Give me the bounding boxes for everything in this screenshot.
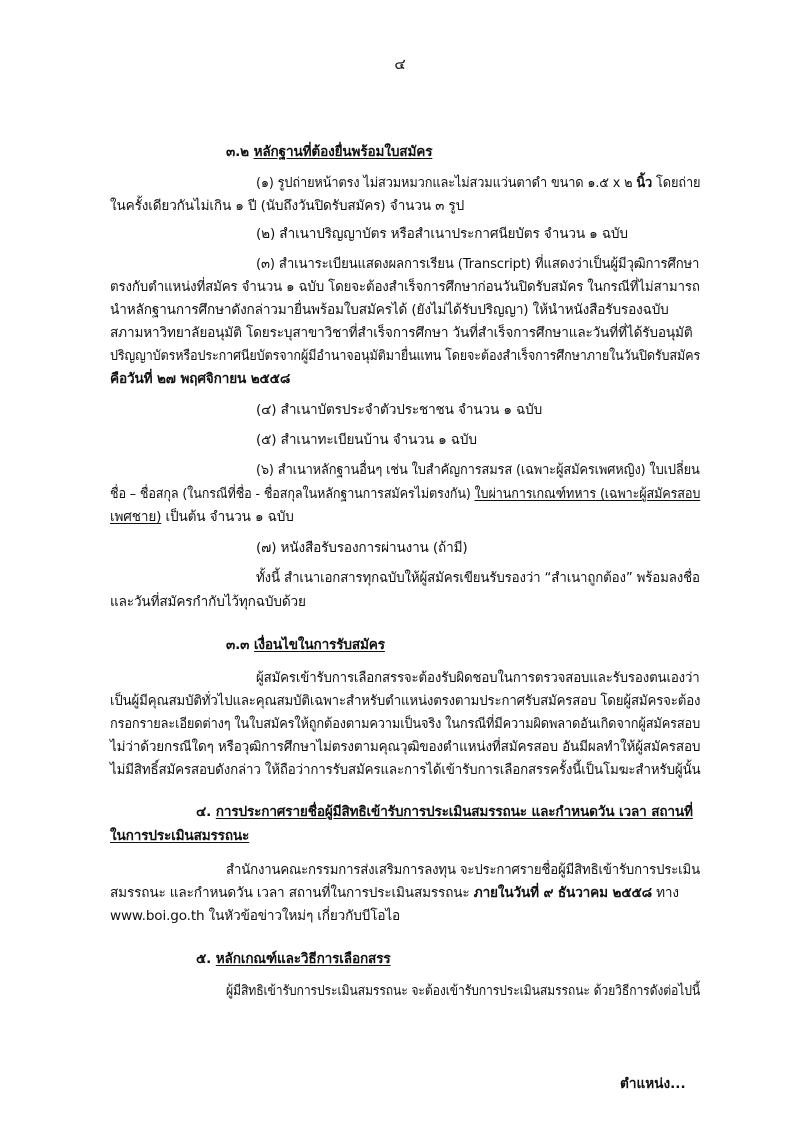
- continuation-marker: ตำแหน่ง...: [620, 1076, 686, 1092]
- item-6-text-a: ชื่อ – ชื่อสกุล (ในกรณีที่ชื่อ - ชื่อสกุลในหลักฐานการสมัครไม่ตรงกัน): [110, 486, 475, 502]
- sec4-line-2: [110, 883, 679, 903]
- item-6-underlined-b: เพศชาย): [110, 509, 162, 525]
- sec4-line-1: สำนักงานคณะกรรมการส่งเสริมการลงทุน จะประกาศรายชื่อผู้มีสิทธิเข้ารับการประเมิน: [226, 862, 700, 878]
- sec4-line-3: www.boi.go.th ในหัวข้อข่าวใหม่ๆ เกี่ยวกับบีโอไอ: [110, 908, 401, 924]
- sec33-line-3: กรอกรายละเอียดต่างๆ ในใบสมัครให้ถูกต้องตามความเป็นจริง ในกรณีที่มีความผิดพลาดอันเกิดจากผู้สมัครสอบ: [110, 716, 701, 732]
- item-3-line-2: ตรงกับตำแหน่งที่สมัคร จำนวน ๑ ฉบับ โดยจะต้องสำเร็จการศึกษาก่อนวันปิดรับสมัคร ในกรณีที่ไม่สามารถ: [110, 279, 700, 295]
- item-3-line-6: คือวันที่ ๒๗ พฤศจิกายน ๒๕๕๘: [110, 371, 291, 387]
- sec33-line-5: ไม่มีสิทธิ์สมัครสอบดังกล่าว ให้ถือว่าการรับสมัครและการได้เข้ารับการเลือกสรรครั้งนี้เป็นโมฆะสำหรับผู้นั้น: [110, 762, 701, 778]
- item-1-text-a: (๑) รูปถ่ายหน้าตรง ไม่สวมหมวกและไม่สวมแว่นตาดำ ขนาด ๑.๕ x ๒: [256, 175, 637, 191]
- sec33-line-1: ผู้สมัครเข้ารับการเลือกสรรจะต้องรับผิดชอบในการตรวจสอบและรับรองตนเองว่า: [256, 670, 700, 686]
- section-4-title-line-2: ในการประเมินสมรรถนะ: [110, 828, 250, 844]
- section-4-title-line-1: การประกาศรายชื่อผู้มีสิทธิเข้ารับการประเมินสมรรถนะ และกำหนดวัน เวลา สถานที่: [215, 804, 693, 820]
- item-3-line-3: นำหลักฐานการศึกษาดังกล่าวมายื่นพร้อมใบสมัครได้ (ยังไม่ได้รับปริญญา) ให้นำหนังสือรับรองฉบับ: [110, 302, 669, 318]
- sec4-text-b: ทาง: [651, 885, 679, 901]
- section-3-2-heading: [226, 142, 432, 162]
- item-7: (๗) หนังสือรับรองการผ่านงาน (ถ้ามี): [256, 540, 468, 556]
- note-line-2: และวันที่สมัครกำกับไว้ทุกฉบับด้วย: [110, 594, 306, 610]
- section-3-3-number: ๓.๓: [226, 637, 250, 653]
- item-6-line-1: (๖) สำเนาหลักฐานอื่นๆ เช่น ใบสำคัญการสมรส (เฉพาะผู้สมัครเพศหญิง) ใบเปลี่ยน: [256, 462, 700, 478]
- item-3-line-4: สภามหาวิทยาลัยอนุมัติ โดยระบุสาขาวิชาที่สำเร็จการศึกษา วันที่สำเร็จการศึกษาและวันที่ที่ได้รับอนุมัติ: [110, 325, 693, 341]
- sec4-date-bold: ภายในวันที่ ๙ ธันวาคม ๒๕๕๘: [473, 885, 652, 901]
- item-1-line-1: [256, 173, 700, 193]
- section-4-heading-line-1: [196, 802, 693, 822]
- sec33-line-2: เป็นผู้มีคุณสมบัติทั่วไปและคุณสมบัติเฉพาะสำหรับตำแหน่งตรงตามประกาศรับสมัครสอบ โดยผู้สมัครจะต้อง: [110, 693, 701, 709]
- item-5: (๕) สำเนาทะเบียนบ้าน จำนวน ๑ ฉบับ: [256, 432, 477, 448]
- item-2: (๒) สำเนาปริญญาบัตร หรือสำเนาประกาศนียบัตร จำนวน ๑ ฉบับ: [256, 226, 628, 242]
- item-1-bold: นิ้ว: [636, 175, 653, 191]
- note-line-1: ทั้งนี้ สำเนาเอกสารทุกฉบับให้ผู้สมัครเขียนรับรองว่า “สำเนาถูกต้อง” พร้อมลงชื่อ: [256, 570, 700, 586]
- section-5-heading: [196, 949, 391, 969]
- item-1-line-2: ในครั้งเดียวกันไม่เกิน ๑ ปี (นับถึงวันปิดรับสมัคร) จำนวน ๓ รูป: [110, 198, 465, 214]
- item-1-text-b: โดยถ่าย: [652, 175, 701, 191]
- sec5-line-1: ผู้มีสิทธิเข้ารับการประเมินสมรรถนะ จะต้องเข้ารับการประเมินสมรรถนะ ด้วยวิธีการดังต่อไปนี้: [226, 983, 701, 999]
- section-5-number: ๕.: [196, 951, 212, 967]
- section-4-number: ๔.: [196, 804, 212, 820]
- page-number: ๔: [394, 55, 406, 73]
- item-6-line-2: [110, 484, 700, 504]
- item-3-line-5: ปริญญาบัตรหรือประกาศนียบัตรจากผู้มีอำนาจอนุมัติมายื่นแทน โดยจะต้องสำเร็จการศึกษาภายในวันปิดรับสมัคร: [110, 348, 701, 364]
- sec33-line-4: ไม่ว่าด้วยกรณีใดๆ หรือวุฒิการศึกษาไม่ตรงตามคุณวุฒิของตำแหน่งที่สมัครสอบ อันมีผลทำให้ผู้สมัครสอบ: [110, 739, 701, 755]
- sec4-text-a: สมรรถนะ และกำหนดวัน เวลา สถานที่ในการประเมินสมรรถนะ: [110, 885, 474, 901]
- section-3-2-title: หลักฐานที่ต้องยื่นพร้อมใบสมัคร: [253, 144, 433, 160]
- section-3-3-title: เงื่อนไขในการรับสมัคร: [253, 637, 385, 653]
- item-6-line-3: [110, 507, 294, 527]
- item-3-line-1: (๓) สำเนาระเบียนแสดงผลการเรียน (Transcript) ที่แสดงว่าเป็นผู้มีวุฒิการศึกษา: [256, 256, 700, 272]
- section-3-3-heading: [226, 635, 385, 655]
- section-5-title: หลักเกณฑ์และวิธีการเลือกสรร: [215, 951, 391, 967]
- item-4: (๔) สำเนาบัตรประจำตัวประชาชน จำนวน ๑ ฉบับ: [256, 402, 543, 418]
- section-3-2-number: ๓.๒: [226, 144, 249, 160]
- item-6-underlined-a: ใบผ่านการเกณฑ์ทหาร (เฉพาะผู้สมัครสอบ: [474, 486, 701, 502]
- item-6-text-b: เป็นต้น จำนวน ๑ ฉบับ: [161, 509, 294, 525]
